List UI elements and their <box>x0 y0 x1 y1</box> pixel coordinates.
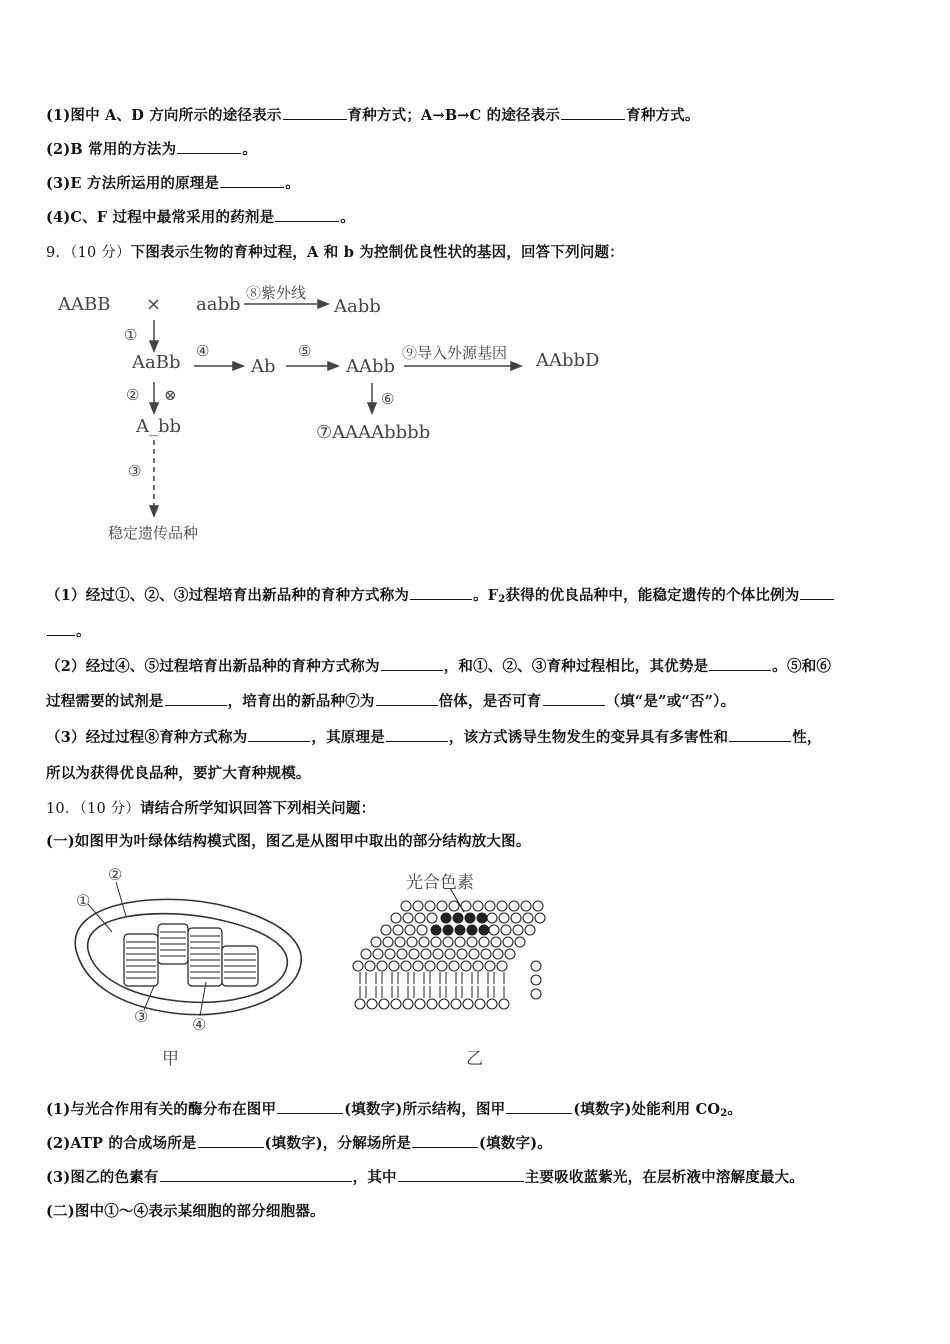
step-1: ① <box>124 326 138 344</box>
q9-p1-line1: （1）经过①、②、③过程培育出新品种的育种方式称为 。$F_2$获得的优良品种中，能稳定遗传的个体比例为 <box>46 584 835 605</box>
answer-blank[interactable] <box>165 691 227 706</box>
label-2: ② <box>108 865 123 884</box>
step-3: ③ <box>128 462 142 480</box>
q8-line-2: (2)B 常用的方法为 。 <box>46 141 258 158</box>
transgenic-aabbd: AAbbD <box>536 350 600 371</box>
step-2: ② <box>126 386 140 404</box>
answer-blank[interactable] <box>800 585 834 600</box>
label-1: ① <box>76 891 91 910</box>
answer-blank[interactable] <box>729 727 791 742</box>
parent-aabb: AABB <box>58 294 111 315</box>
answer-blank[interactable] <box>47 621 75 636</box>
doubled-aabb: AAbb <box>346 356 396 377</box>
tetraploid-7: ⑦AAAAbbbb <box>316 422 431 443</box>
label-4: ④ <box>192 1015 207 1034</box>
q8-line-1: (1)图中 A、D 方向所示的途径表示 育种方式；A→B→C 的途径表示 育种方式。 <box>46 107 700 124</box>
cross-symbol: × <box>146 294 162 315</box>
chloroplast-jia <box>75 865 301 1069</box>
label-3: ③ <box>134 1007 149 1026</box>
chloroplast-figure <box>46 862 566 1074</box>
q9-p3-line1: （3）经过过程⑧育种方式称为 ，其原理是 ，该方式诱导生物发生的变异具有多害性和 性， <box>46 729 822 746</box>
f2-a-bb: A_bb <box>136 416 182 437</box>
answer-blank[interactable] <box>198 1133 264 1148</box>
answer-blank[interactable] <box>398 1167 524 1182</box>
breeding-diagram <box>46 280 646 555</box>
answer-blank[interactable] <box>220 173 284 188</box>
step-9-label: ⑨导入外源基因 <box>402 344 508 362</box>
answer-blank[interactable] <box>410 585 472 600</box>
answer-blank[interactable] <box>381 656 443 671</box>
q10-part2-intro: (二)图中①～④表示某细胞的部分细胞器。 <box>46 1203 325 1220</box>
q9-p3-line2: 所以为获得优良品种，要扩大育种规模。 <box>46 765 311 782</box>
haploid-ab: Ab <box>251 356 276 377</box>
answer-blank[interactable] <box>275 207 339 222</box>
answer-blank[interactable] <box>277 1099 343 1114</box>
q8-line-4: (4)C、F 过程中最常采用的药剂是 。 <box>46 209 355 226</box>
uv-label: ⑧紫外线 <box>246 284 307 302</box>
answer-blank[interactable] <box>386 727 448 742</box>
q9-p1-line2: 。 <box>46 620 91 641</box>
answer-blank[interactable] <box>248 727 310 742</box>
pigment-label: 光合色素 <box>406 873 474 893</box>
q9-p2-line1: （2）经过④、⑤过程培育出新品种的育种方式称为 ，和①、②、③育种过程相比，其优势是 。⑤和⑥ <box>46 658 832 675</box>
answer-blank[interactable] <box>561 105 625 120</box>
q10-heading: 10．（10 分）请结合所学知识回答下列相关问题： <box>46 800 376 817</box>
step-4: ④ <box>196 342 210 360</box>
q10-line-3: (3)图乙的色素有 ，其中 主要吸收蓝紫光，在层析液中溶解度最大。 <box>46 1169 805 1186</box>
caption-jia: 甲 <box>162 1049 179 1069</box>
parent-aabb-recessive: aabb <box>196 294 241 315</box>
q10-part1-intro: (一)如图甲为叶绿体结构模式图，图乙是从图甲中取出的部分结构放大图。 <box>46 833 531 850</box>
f1-aabb: AaBb <box>132 352 181 373</box>
answer-blank[interactable] <box>412 1133 478 1148</box>
q9-heading: 9．（10 分）下图表示生物的育种过程，A 和 b 为控制优良性状的基因，回答下列问题： <box>46 244 624 261</box>
q9-p2-line2: 过程需要的试剂是 ，培育出的新品种⑦为 倍体，是否可育 （填“是”或“否”）。 <box>46 693 736 710</box>
answer-blank[interactable] <box>283 105 347 120</box>
q8-line-3: (3)E 方法所运用的原理是 。 <box>46 175 300 192</box>
stable-variety: 稳定遗传品种 <box>108 524 199 542</box>
answer-blank[interactable] <box>543 691 605 706</box>
membrane-yi <box>353 873 546 1069</box>
q10-line-1: (1)与光合作用有关的酶分布在图甲 (填数字)所示结构，图甲 (填数字)处能利用 $CO_2$。 <box>46 1101 743 1119</box>
step-5: ⑤ <box>298 342 312 360</box>
q10-line-2: (2)ATP 的合成场所是 (填数字)，分解场所是 (填数字)。 <box>46 1135 552 1152</box>
answer-blank[interactable] <box>160 1167 352 1182</box>
answer-blank[interactable] <box>177 139 241 154</box>
caption-yi: 乙 <box>466 1049 483 1069</box>
selfing-symbol: ⊗ <box>164 386 177 404</box>
answer-blank[interactable] <box>376 691 438 706</box>
step-6: ⑥ <box>381 390 395 408</box>
answer-blank[interactable] <box>709 656 771 671</box>
answer-blank[interactable] <box>506 1099 572 1114</box>
mutant-aabb: Aabb <box>334 296 381 317</box>
